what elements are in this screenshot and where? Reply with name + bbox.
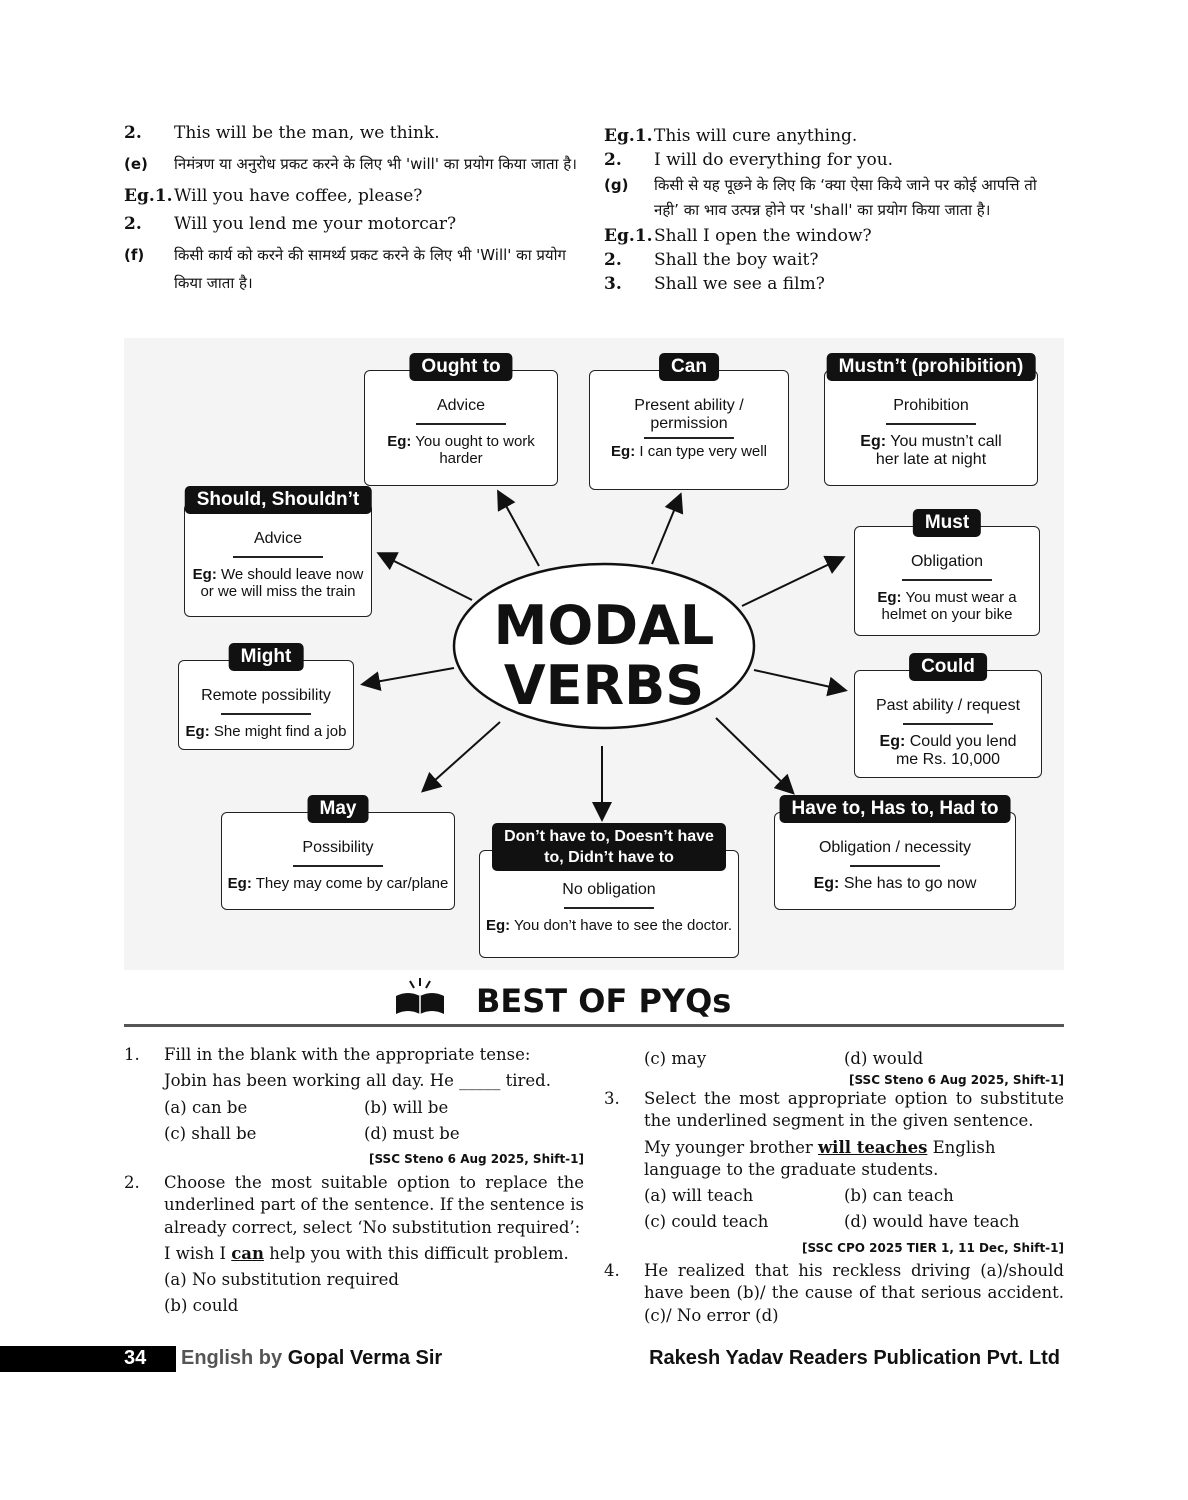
arrow-could xyxy=(754,670,844,690)
list-item: 2. Shall the boy wait? xyxy=(604,249,819,270)
card-may: May Possibility Eg: They may come by car/plane xyxy=(221,812,455,910)
card-could: Could Past ability / request Eg: Could you lend me Rs. 10,000 xyxy=(854,670,1042,778)
card-dont-have-to: Don’t have to, Doesn’t have to, Didn’t have to No obligation Eg: You don’t have to see the doctor. xyxy=(479,850,739,958)
question-3: 3. Select the most appropriate option to substitute the underlined segment in the given sentence. My younger brother will teaches English language to the graduate students. (a) will teach (b) can teach (c) could teach (d) would have teach [SSC CPO 2025 TIER 1, 11 Dec, Shift-1] xyxy=(604,1089,1064,1255)
card-ought-to: Ought to Advice Eg: You ought to work harder xyxy=(364,370,558,486)
list-item: Eg.1. Shall I open the window? xyxy=(604,225,872,246)
list-item: (e) निमंत्रण या अनुरोध प्रकट करने के लिए भी 'will' का प्रयोग किया जाता है। xyxy=(124,155,577,174)
footer-publisher: Rakesh Yadav Readers Publication Pvt. Ltd xyxy=(649,1347,1060,1369)
question-2-continued: (c) may (d) would [SSC Steno 6 Aug 2025, Shift-1] xyxy=(644,1049,1064,1088)
list-item: (f) किसी कार्य को करने की सामर्थ्य प्रकट करने के लिए भी 'Will' का प्रयोग किया जाता है। xyxy=(124,245,566,293)
card-can: Can Present ability / permission Eg: I can type very well xyxy=(589,370,789,490)
arrow-might xyxy=(364,668,454,684)
list-item: Eg.1. Will you have coffee, please? xyxy=(124,185,423,206)
question-1: 1. Fill in the blank with the appropriate tense: Jobin has been working all day. He _____ tired. (a) can be (b) will be (c) shall be (d) must be [SSC Steno 6 Aug 2025, Shift-1] xyxy=(124,1045,584,1167)
arrow-ought xyxy=(499,493,539,566)
footer-bar xyxy=(0,1346,176,1372)
page-number: 34 xyxy=(124,1347,147,1369)
list-item: 3. Shall we see a film? xyxy=(604,273,825,294)
arrow-may xyxy=(424,722,500,790)
card-must: Must Obligation Eg: You must wear a helmet on your bike xyxy=(854,526,1040,636)
modal-verbs-mindmap xyxy=(124,338,1064,970)
arrow-haveto xyxy=(716,718,792,792)
arrow-must xyxy=(742,558,842,606)
list-item: 2. I will do everything for you. xyxy=(604,150,894,171)
list-item: 2. Will you lend me your motorcar? xyxy=(124,213,457,234)
card-mustnt: Mustn’t (prohibition) Prohibition Eg: You mustn’t call her late at night xyxy=(824,370,1038,486)
left-column xyxy=(124,122,584,304)
card-might: Might Remote possibility Eg: She might find a job xyxy=(178,660,354,750)
list-item: Eg.1. This will cure anything. xyxy=(604,126,858,146)
footer-author: English by Gopal Verma Sir xyxy=(181,1347,443,1369)
divider xyxy=(124,1024,1064,1027)
question-4: 4. He realized that his reckless driving (a)/should have been (b)/ the cause of that serious accident. (c)/ No error (d) xyxy=(604,1261,1064,1325)
card-should: Should, Shouldn’t Advice Eg: We should leave now or we will miss the train xyxy=(184,503,372,617)
list-item: (g) किसी से यह पूछने के लिए कि ‘क्या ऐसा किये जाने पर कोई आपत्ति तो नही’ का भाव उत्पन्न होने पर 'shall' का प्रयोग किया जाता है। xyxy=(604,176,1037,219)
center-title: MODAL VERBS xyxy=(493,594,715,717)
list-item: 2. This will be the man, we think. xyxy=(124,123,440,143)
book-icon xyxy=(392,976,448,1020)
right-column xyxy=(604,125,1064,297)
arrow-can xyxy=(652,496,680,564)
arrow-should xyxy=(380,554,472,600)
card-have-to: Have to, Has to, Had to Obligation / necessity Eg: She has to go now xyxy=(774,812,1016,910)
pyq-title: BEST OF PYQs xyxy=(476,982,732,1020)
question-2: 2. Choose the most suitable option to replace the underlined part of the sentence. If the sentence is already correct, select ‘No substitution required’: I wish I can help you with this difficult problem. (a) No substitution required (b) could xyxy=(124,1173,584,1316)
